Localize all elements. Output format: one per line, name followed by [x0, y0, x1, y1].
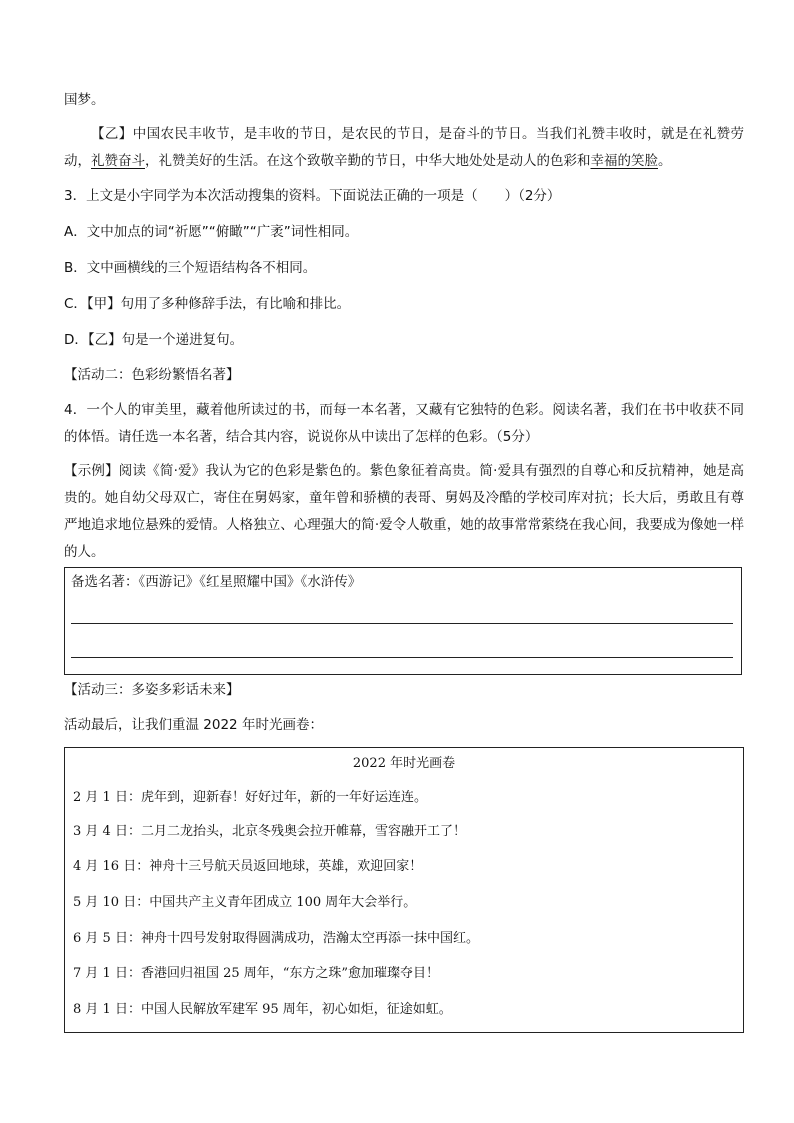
- yi-text-1: 【乙】中国农民丰收节，是丰收的节日，是农民的节日，是奋斗的节日。当我们礼赞丰收时，就是在礼赞劳动，: [64, 126, 744, 169]
- book-options-label: 备选名著：《西游记》《红星照耀中国》《水浒传》: [71, 574, 362, 590]
- activity-2-heading: 【活动二：色彩纷繁悟名著】: [64, 367, 240, 383]
- timeline-box: [64, 747, 744, 1033]
- yi-paragraph: [64, 121, 744, 175]
- timeline-entry: 2 月 1 日：虎年到，迎新春！好好过年，新的一年好运连连。: [73, 790, 427, 805]
- activity-3-intro: 活动最后，让我们重温 2022 年时光画卷：: [64, 717, 323, 733]
- timeline-entry: 3 月 4 日：二月二龙抬头，北京冬残奥会拉开帷幕，雪容融开工了！: [73, 824, 466, 839]
- timeline-entry: 8 月 1 日：中国人民解放军建军 95 周年，初心如炬，征途如虹。: [73, 1002, 452, 1017]
- timeline-entry: 5 月 10 日：中国共产主义青年团成立 100 周年大会举行。: [73, 895, 417, 910]
- question-3-option-b: B．文中画横线的三个短语结构各不相同。: [64, 260, 317, 276]
- question-3-option-c: C．【甲】句用了多种修辞手法，有比喻和排比。: [64, 296, 351, 312]
- timeline-entry: 7 月 1 日：香港回归祖国 25 周年，“东方之珠”愈加璀璨夺目！: [73, 966, 440, 981]
- question-3-option-a: A．文中加点的词“祈愿”“俯瞰”“广袤”词性相同。: [64, 224, 359, 240]
- answer-line-1[interactable]: [71, 623, 733, 624]
- question-3-option-d: D．【乙】句是一个递进复句。: [64, 332, 244, 348]
- question-4-stem: 4．一个人的审美里，藏着他所读过的书，而每一本名著，又藏有它独特的色彩。阅读名著，我们在书中收获不同的体悟。请任选一本名著，结合其内容，说说你从中读出了怎样的色彩。（5分）: [64, 402, 744, 445]
- timeline-entry: 6 月 5 日：神舟十四号发射取得圆满成功，浩瀚太空再添一抹中国红。: [73, 931, 479, 946]
- timeline-entry: 4 月 16 日：神舟十三号航天员返回地球，英雄，欢迎回家！: [73, 859, 423, 874]
- answer-box: [64, 567, 742, 675]
- yi-text-3: 。: [658, 153, 672, 169]
- top-fragment: 国梦。: [64, 92, 105, 108]
- yi-text-2: ，礼赞美好的生活。在这个致敬辛勤的节日，中华大地处处是动人的色彩和: [145, 153, 591, 169]
- activity-3-heading: 【活动三：多姿多彩话未来】: [64, 682, 240, 698]
- yi-underlined-phrase-2: 幸福的笑脸: [590, 153, 658, 169]
- answer-line-2[interactable]: [71, 657, 733, 658]
- yi-underlined-phrase-1: 礼赞奋斗: [91, 153, 145, 169]
- timeline-title: 2022 年时光画卷: [352, 756, 456, 771]
- question-4-example: 【示例】阅读《简·爱》我认为它的色彩是紫色的。紫色象征着高贵。简·爱具有强烈的自尊心和反抗精神，她是高贵的。她自幼父母双亡，寄住在舅妈家，童年曾和骄横的表哥、舅妈及冷酷的学校司库对抗；长大后，勇敢且有尊严地追求地位悬殊的爱情。人格独立、心理强大的简·爱令人敬重，她的故事常常萦绕在我心间，我要成为像她一样的人。: [64, 463, 744, 560]
- question-3-stem: 3．上文是小宇同学为本次活动搜集的资料。下面说法正确的一项是（ ）（2分）: [64, 188, 561, 204]
